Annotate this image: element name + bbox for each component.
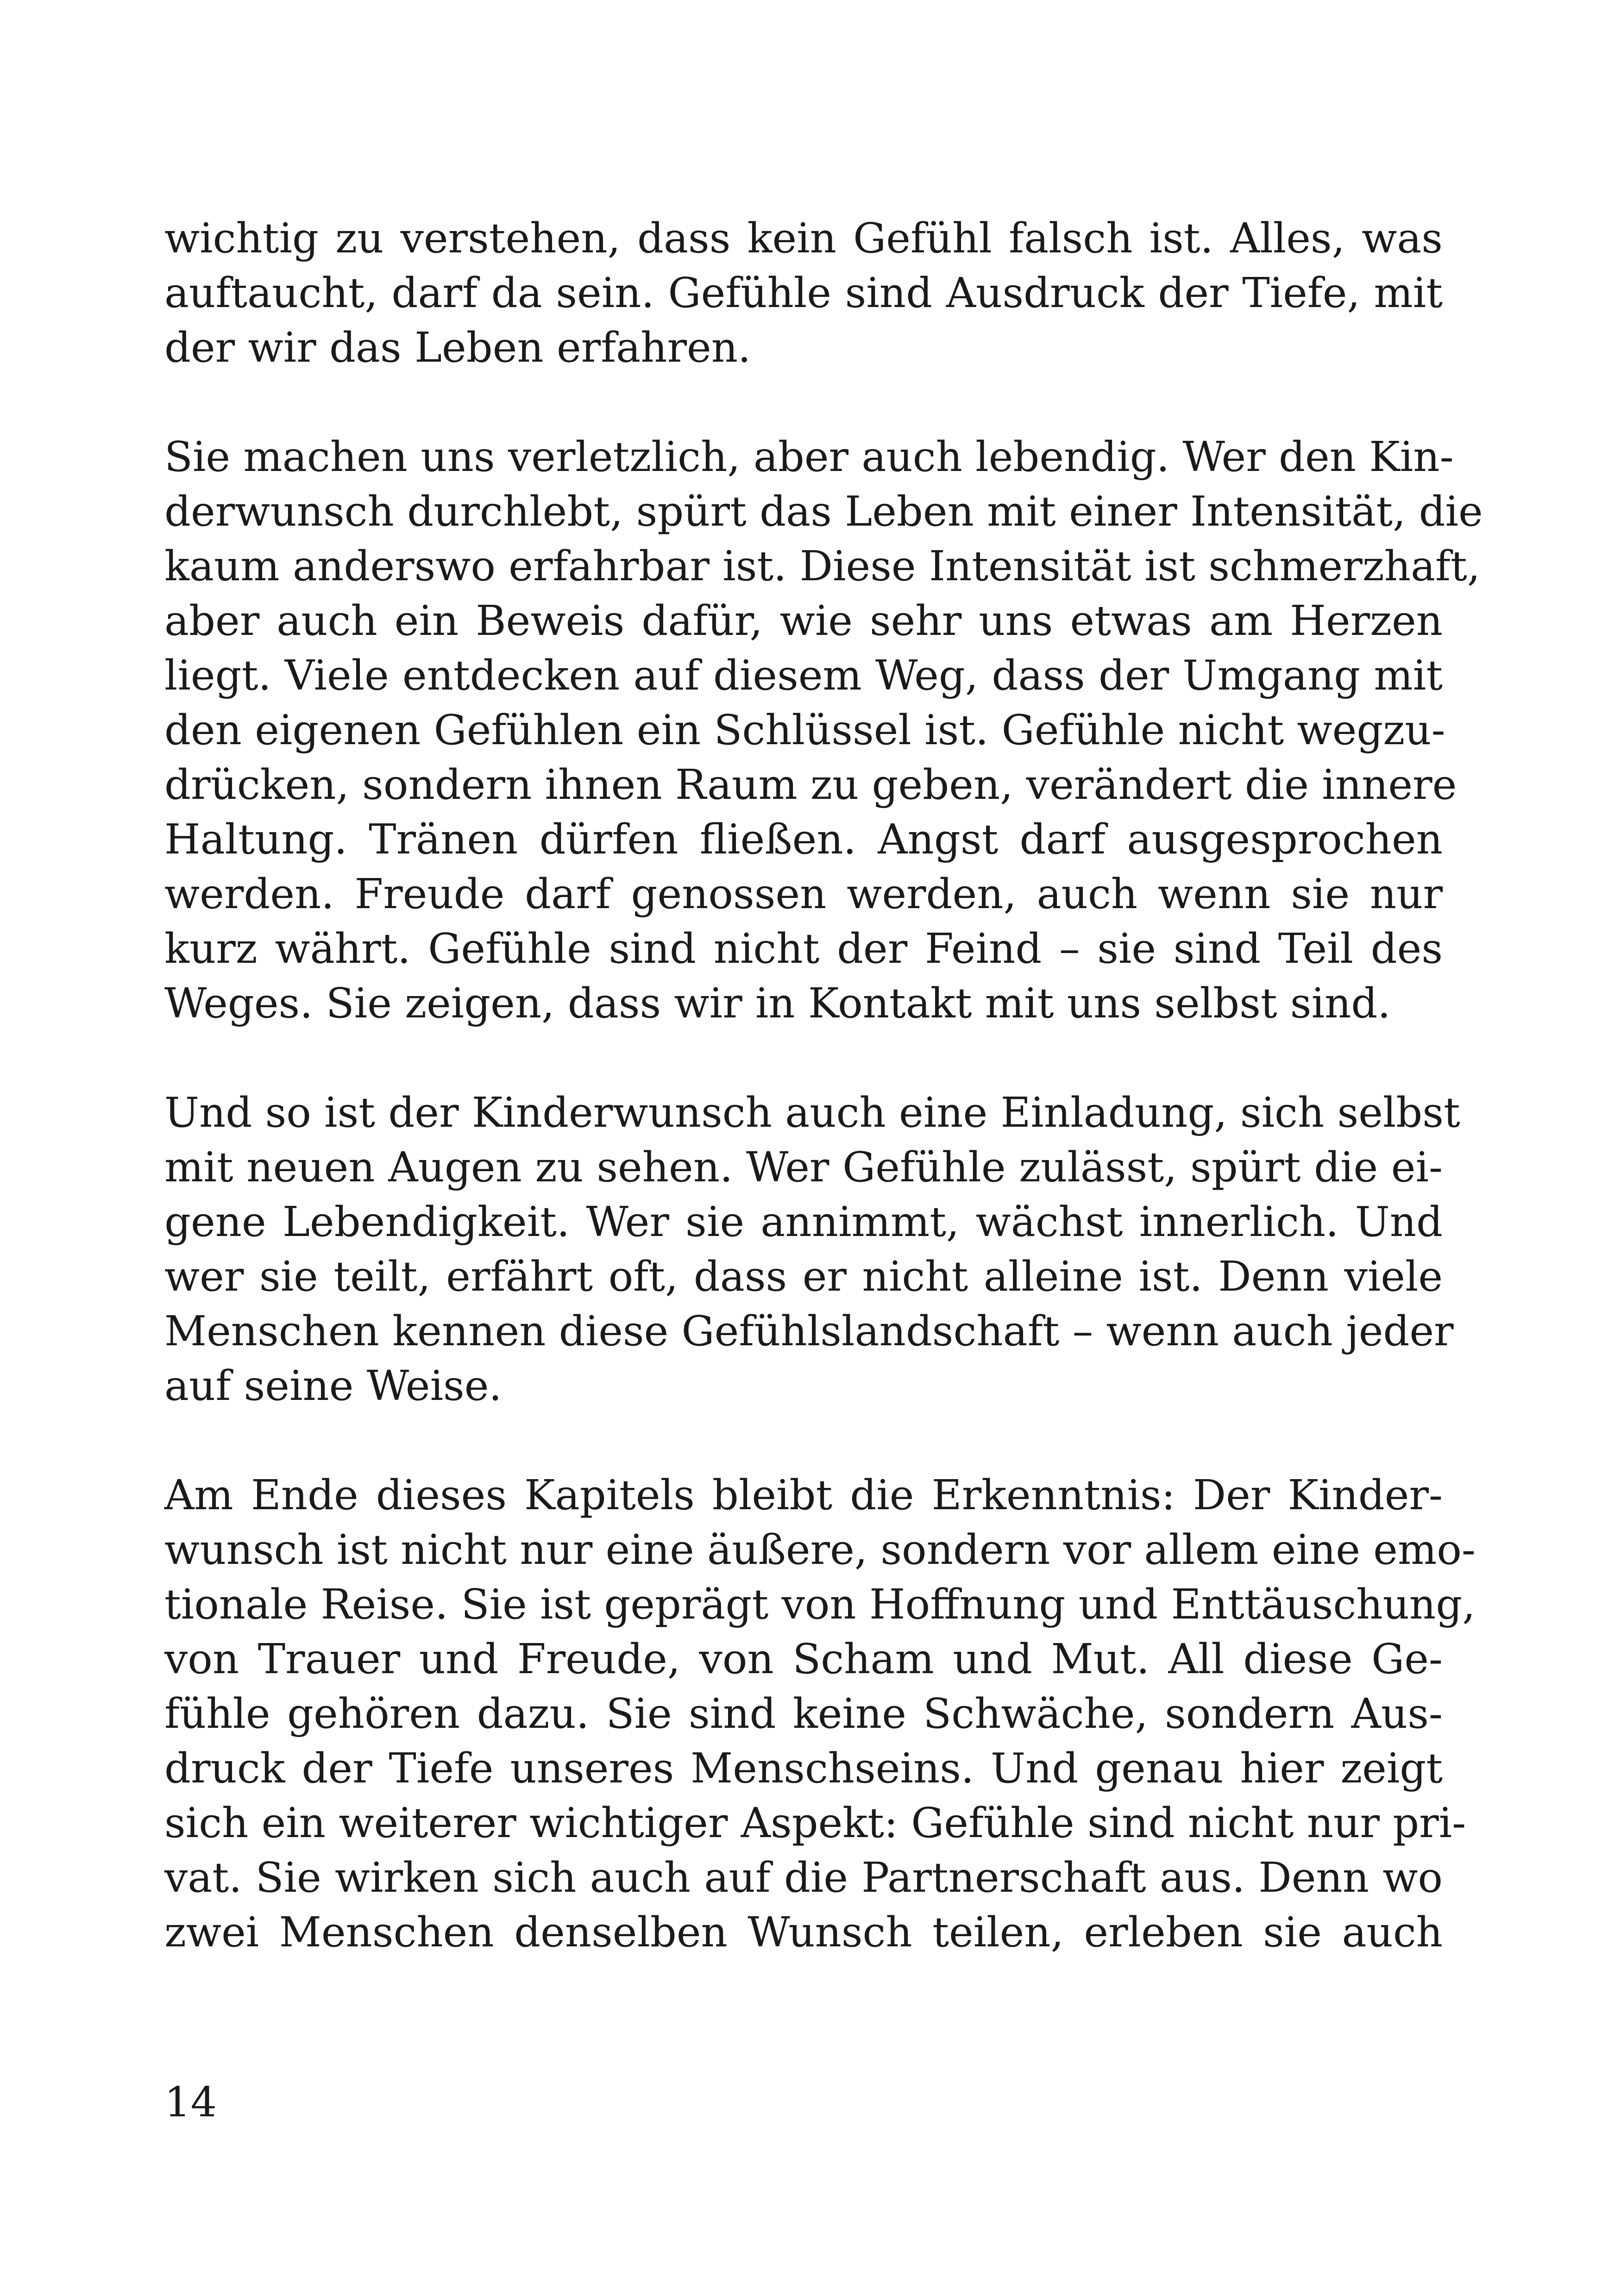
text-line: auftaucht, darf da sein. Gefühle sind Ausdruck der Tiefe, mit [164, 269, 1443, 317]
text-line: zwei Menschen denselben Wunsch teilen, erleben sie auch [164, 1908, 1443, 1956]
text-line: Und so ist der Kinderwunsch auch eine Einladung, sich selbst [164, 1088, 1460, 1136]
text-line: Haltung. Tränen dürfen fließen. Angst darf ausgesprochen [164, 815, 1443, 863]
text-line: von Trauer und Freude, von Scham und Mut. All diese Ge- [164, 1635, 1443, 1683]
text-line: tionale Reise. Sie ist geprägt von Hoffnung und Enttäuschung, [164, 1580, 1476, 1628]
paragraph [164, 1468, 1476, 1959]
text-line: mit neuen Augen zu sehen. Wer Gefühle zulässt, spürt die ei- [164, 1143, 1443, 1191]
text-line: auf seine Weise. [164, 1361, 502, 1410]
paragraph [164, 1085, 1460, 1413]
text-line: kurz währt. Gefühle sind nicht der Feind – sie sind Teil des [164, 924, 1443, 972]
text-line: wichtig zu verstehen, dass kein Gefühl falsch ist. Alles, was [164, 214, 1443, 262]
page-number: 14 [164, 2078, 217, 2126]
paragraph-gap [164, 1030, 1443, 1085]
text-line: aber auch ein Beweis dafür, wie sehr uns etwas am Herzen [164, 596, 1443, 645]
text-line: gene Lebendigkeit. Wer sie annimmt, wächst innerlich. Und [164, 1198, 1443, 1246]
text-line: derwunsch durchlebt, spürt das Leben mit einer Intensität, die [164, 487, 1483, 535]
text-line: Sie machen uns verletzlich, aber auch lebendig. Wer den Kin- [164, 433, 1454, 481]
text-line: Am Ende dieses Kapitels bleibt die Erkenntnis: Der Kinder- [164, 1471, 1443, 1519]
paragraph-gap [164, 375, 1443, 429]
text-line: kaum anderswo erfahrbar ist. Diese Intensität ist schmerzhaft, [164, 542, 1481, 590]
paragraph [164, 429, 1483, 1030]
text-line: sich ein weiterer wichtiger Aspekt: Gefühle sind nicht nur pri- [164, 1799, 1466, 1847]
paragraph [164, 211, 1443, 375]
text-line: drücken, sondern ihnen Raum zu geben, verändert die innere [164, 760, 1457, 809]
text-line: Weges. Sie zeigen, dass wir in Kontakt mit uns selbst sind. [164, 979, 1391, 1027]
text-line: den eigenen Gefühlen ein Schlüssel ist. Gefühle nicht wegzu- [164, 706, 1445, 754]
text-line: wunsch ist nicht nur eine äußere, sondern vor allem eine emo- [164, 1525, 1476, 1574]
text-line: vat. Sie wirken sich auch auf die Partnerschaft aus. Denn wo [164, 1853, 1443, 1901]
text-line: der wir das Leben erfahren. [164, 323, 751, 371]
text-line: wer sie teilt, erfährt oft, dass er nicht alleine ist. Denn viele [164, 1252, 1443, 1300]
text-line: werden. Freude darf genossen werden, auch wenn sie nur [164, 870, 1443, 918]
text-line: fühle gehören dazu. Sie sind keine Schwäche, sondern Aus- [164, 1689, 1443, 1738]
paragraph-gap [164, 1413, 1443, 1468]
body-text [164, 211, 1483, 1959]
text-line: Menschen kennen diese Gefühlslandschaft – wenn auch jeder [164, 1307, 1454, 1355]
text-line: druck der Tiefe unseres Menschseins. Und genau hier zeigt [164, 1744, 1443, 1792]
text-line: liegt. Viele entdecken auf diesem Weg, dass der Umgang mit [164, 651, 1443, 699]
